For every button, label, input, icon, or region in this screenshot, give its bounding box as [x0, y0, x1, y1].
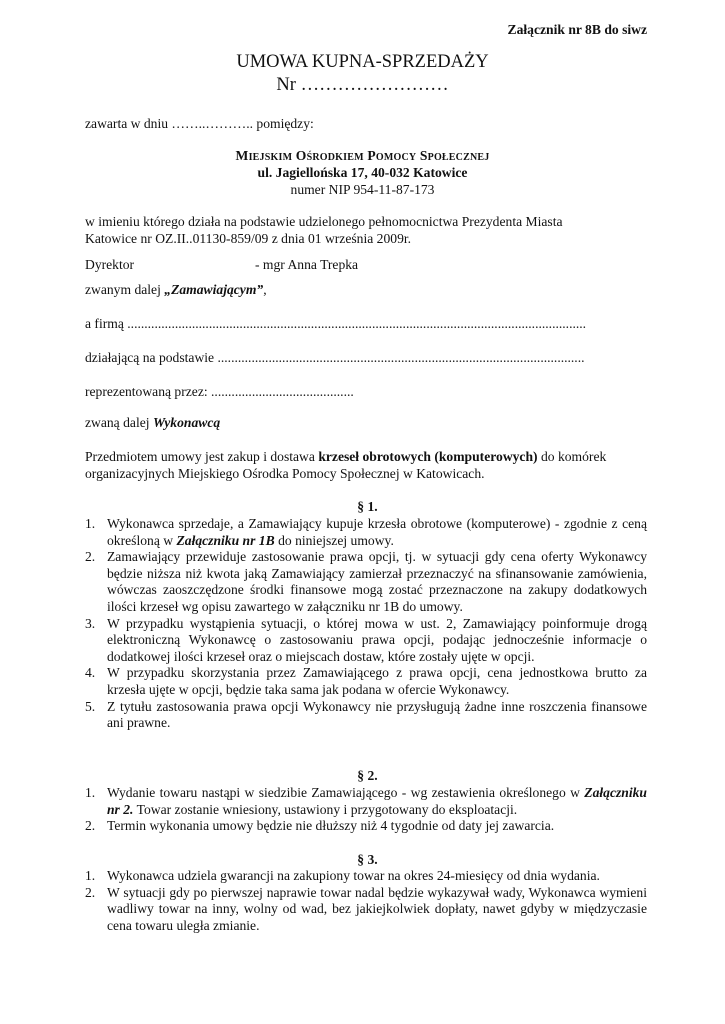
section-2-heading: § 2. — [357, 768, 378, 783]
list-item — [85, 885, 647, 935]
called-prefix: zwanym dalej — [85, 282, 165, 297]
item-number: 2. — [85, 884, 96, 900]
section-2-list — [85, 785, 647, 835]
called-line — [85, 282, 647, 299]
director-name: - mgr Anna Trepka — [255, 257, 359, 272]
item-number: 4. — [85, 665, 96, 681]
item-emphasis: Załączniku nr 1B — [176, 532, 275, 548]
contractor-line — [85, 415, 647, 432]
item-text: Zamawiający przewiduje zastosowanie prawa opcji, tj. w sytuacji gdy cena oferty Wykonawcy będzie niższa niż kwota jaką Zamawiający zamierzał przeznaczyć na sfinansowanie zamówienia, wówczas zaoszczędzone środki finansowe mogą zostać przeznaczone na zakupy dodatkowych ilości krzeseł wg opisu zawartego w załączniku nr 1B do umowy. — [107, 549, 647, 614]
party-nip: numer NIP 954-11-87-173 — [290, 182, 435, 197]
called-name: „Zamawiającym” — [164, 282, 264, 297]
item-number: 2. — [85, 549, 96, 565]
item-number: 2. — [85, 818, 96, 834]
item-text: W przypadku wystąpienia sytuacji, o której mowa w ust. 2, Zamawiający poinformuje drogą elektroniczną Wykonawcę o zastosowaniu prawa opcji, podając jednocześnie informacje o dodatkowej ilości krzeseł oraz o miejscach dostaw, które zostały ujęte w opcji. — [107, 615, 647, 664]
item-number: 1. — [85, 516, 96, 531]
item-number: 1. — [85, 785, 96, 800]
item-text: W przypadku skorzystania przez Zamawiającego z prawa opcji, cena jednostkowa brutto za krzesła ujęte w opcji, będzie taka sama jak podana w ofercie Wykonawcy. — [107, 665, 647, 697]
contract-title: UMOWA KUPNA-SPRZEDAŻY — [236, 52, 489, 72]
party-name: Miejskim Ośrodkiem Pomocy Społecznej — [235, 148, 490, 163]
item-text: Termin wykonania umowy będzie nie dłuższy niż 4 tygodnie od daty jej zawarcia. — [107, 818, 555, 834]
attachment-label: Załącznik nr 8B do siwz — [507, 22, 647, 37]
subject-line-2: organizacyjnych Miejskiego Ośrodka Pomocy Społecznej w Katowicach. — [85, 466, 485, 481]
list-item — [85, 868, 647, 885]
authority-line-1: w imieniu którego działa na podstawie udzielonego pełnomocnictwa Prezydenta Miasta — [85, 214, 563, 229]
represented-line: reprezentowaną przez: .......................................... — [85, 384, 354, 399]
item-text: Wydanie towaru nastąpi w siedzibie Zamawiającego - wg zestawienia określonego w — [107, 785, 585, 800]
list-item — [85, 549, 647, 615]
item-text-end: do niniejszej umowy. — [274, 532, 394, 548]
subject-line-1 — [85, 449, 647, 466]
concluded-line: zawarta w dniu ……..……….. pomiędzy: — [85, 116, 314, 131]
party-address: ul. Jagiellońska 17, 40-032 Katowice — [257, 165, 468, 180]
item-number: 1. — [85, 868, 96, 883]
subject-text-b: do komórek — [537, 449, 607, 464]
firm-line: a firmą ....................................................................................................................................... — [85, 316, 587, 331]
list-item — [85, 785, 647, 818]
basis-line: działającą na podstawie ............................................................................................................ — [85, 350, 585, 365]
item-text-end: Towar zostanie wniesiony, ustawiony i przygotowany do eksploatacji. — [133, 801, 518, 817]
contractor-prefix: zwaną dalej — [85, 415, 153, 430]
item-emphasis: Załączniku nr 2. — [107, 785, 647, 817]
section-3-heading: § 3. — [357, 852, 378, 867]
list-item — [85, 616, 647, 666]
item-text: Wykonawca sprzedaje, a Zamawiający kupuje krzesła obrotowe (komputerowe) - zgodnie z ceną określoną w — [107, 516, 647, 548]
section-1-heading: § 1. — [357, 499, 378, 514]
called-suffix: , — [263, 282, 267, 297]
list-item — [85, 665, 647, 698]
subject-bold: krzeseł obrotowych (komputerowych) — [318, 449, 538, 464]
list-item — [85, 699, 647, 732]
item-text: Wykonawca udziela gwarancji na zakupiony towar na okres 24-miesięcy od dnia wydania. — [107, 868, 600, 883]
item-text: W sytuacji gdy po pierwszej naprawie towar nadal będzie wykazywał wady, Wykonawca wymieni wadliwy towar na inny, wolny od wad, bez jakiejkolwiek dopłaty, nawet gdyby w międzyczasie cena towaru uległa zmianie. — [107, 884, 647, 933]
director-label: Dyrektor — [85, 257, 135, 272]
contractor-name: Wykonawcą — [152, 415, 221, 430]
item-text: Z tytułu zastosowania prawa opcji Wykonawcy nie przysługują żadne inne roszczenia finansowe ani prawne. — [107, 698, 647, 731]
section-3-list — [85, 868, 647, 934]
section-1-list — [85, 516, 647, 732]
subject-text-a: Przedmiotem umowy jest zakup i dostawa — [85, 449, 319, 464]
authority-line-2: Katowice nr OZ.II..01130-859/09 z dnia 01 września 2009r. — [85, 231, 412, 246]
list-item — [85, 516, 647, 549]
item-number: 5. — [85, 698, 96, 714]
list-item — [85, 818, 647, 835]
item-number: 3. — [85, 615, 96, 631]
director-line — [85, 257, 647, 274]
contract-number: Nr …………………… — [276, 75, 449, 95]
